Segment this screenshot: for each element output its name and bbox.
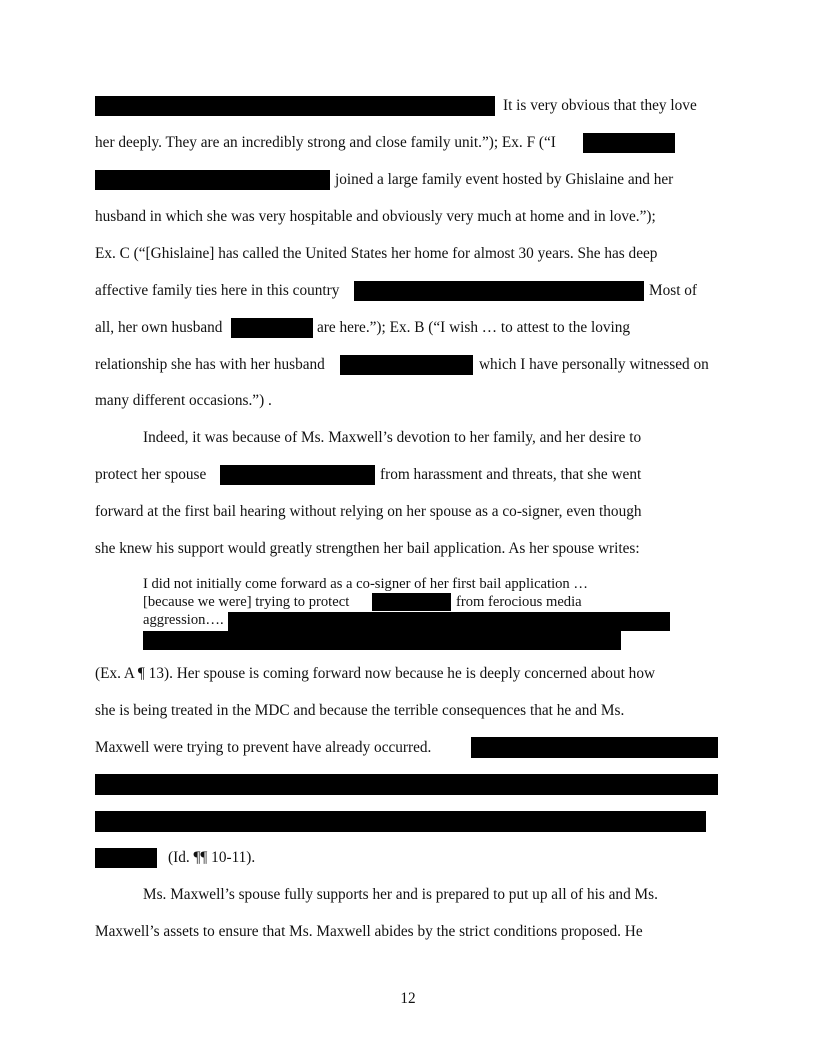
text-line: she is being treated in the MDC and because the terrible consequences that he and Ms. xyxy=(95,702,625,719)
redaction-block xyxy=(95,170,330,190)
text-line: relationship she has with her husband xyxy=(95,356,325,373)
text-line: which I have personally witnessed on xyxy=(479,356,709,373)
redaction-block xyxy=(143,631,621,650)
text-line: Ms. Maxwell’s spouse fully supports her and is prepared to put up all of his and Ms. xyxy=(143,886,658,903)
block-quote-line: aggression…. xyxy=(143,612,224,628)
page-number: 12 xyxy=(400,990,416,1007)
text-line: forward at the first bail hearing without relying on her spouse as a co-signer, even though xyxy=(95,503,642,520)
redaction-block xyxy=(340,355,473,375)
block-quote-line: from ferocious media xyxy=(456,594,582,610)
redaction-block xyxy=(471,737,718,758)
text-line: (Ex. A ¶ 13). Her spouse is coming forward now because he is deeply concerned about how xyxy=(95,665,656,682)
text-line: many different occasions.”) . xyxy=(95,392,272,409)
block-quote-line: [because we were] trying to protect xyxy=(143,594,350,610)
text-line: protect her spouse xyxy=(95,466,207,483)
redaction-block xyxy=(95,774,718,795)
redaction-block xyxy=(95,96,495,116)
block-quote-line: I did not initially come forward as a co-signer of her first bail application … xyxy=(143,576,588,592)
text-line: she knew his support would greatly strengthen her bail application. As her spouse writes: xyxy=(95,540,640,557)
text-line: Ex. C (“[Ghislaine] has called the United States her home for almost 30 years. She has deep xyxy=(95,245,658,262)
redaction-block xyxy=(354,281,644,301)
redaction-block xyxy=(220,465,375,485)
redaction-block xyxy=(95,848,157,868)
text-line: all, her own husband xyxy=(95,319,223,336)
text-line: from harassment and threats, that she went xyxy=(380,466,642,483)
text-line: (Id. ¶¶ 10-11). xyxy=(168,849,256,866)
text-line: Most of xyxy=(649,282,698,299)
text-line: Maxwell’s assets to ensure that Ms. Maxwell abides by the strict conditions proposed. He xyxy=(95,923,643,940)
redaction-block xyxy=(583,133,675,153)
text-line: joined a large family event hosted by Ghislaine and her xyxy=(335,171,674,188)
redaction-block xyxy=(231,318,313,338)
text-line: are here.”); Ex. B (“I wish … to attest to the loving xyxy=(317,319,631,336)
redaction-block xyxy=(95,811,706,832)
text-line: her deeply. They are an incredibly strong and close family unit.”); Ex. F (“I xyxy=(95,134,556,151)
text-line: It is very obvious that they love xyxy=(503,97,697,114)
redaction-block xyxy=(372,593,451,611)
text-line: husband in which she was very hospitable and obviously very much at home and in love.”); xyxy=(95,208,656,225)
text-line: Maxwell were trying to prevent have already occurred. xyxy=(95,739,432,756)
redaction-block xyxy=(228,612,670,631)
text-line: affective family ties here in this country xyxy=(95,282,340,299)
text-line: Indeed, it was because of Ms. Maxwell’s devotion to her family, and her desire to xyxy=(143,429,642,446)
